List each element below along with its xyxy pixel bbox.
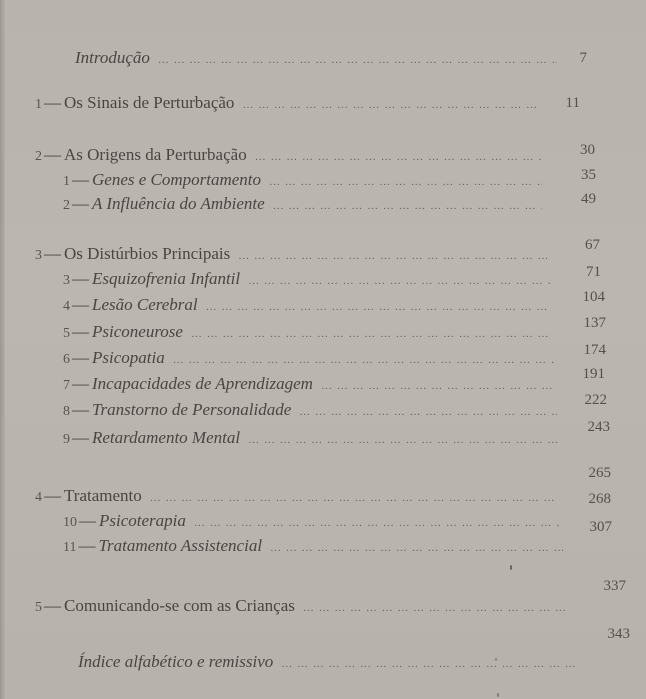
dot-leader: [150, 488, 557, 508]
entry-title: Índice alfabético e remissivo: [78, 652, 274, 671]
entry-number: 4: [35, 490, 42, 505]
entry-dash: —: [72, 348, 89, 367]
entry-dash: —: [44, 596, 61, 615]
page-number: 174: [583, 342, 606, 358]
toc-entry-chapter-1: [63, 170, 550, 192]
entry-title: Os Distúrbios Principais: [64, 244, 231, 263]
dot-leader: [303, 598, 572, 618]
dot-leader: [238, 246, 547, 266]
page-number: 71: [586, 264, 601, 280]
dot-leader: [248, 271, 550, 291]
entry-title: Psicopatia: [92, 348, 165, 367]
paper-speck: [497, 693, 499, 697]
page-number: 67: [585, 237, 600, 253]
entry-dash: —: [44, 93, 61, 112]
page-number: 49: [581, 191, 596, 207]
entry-dash: —: [72, 295, 89, 314]
entry-number: 5: [63, 326, 70, 341]
entry-title: Transtorno de Personalidade: [92, 400, 292, 419]
dot-leader: [191, 324, 553, 344]
page-number: 104: [582, 289, 605, 305]
dot-leader: [173, 350, 555, 370]
entry-title: Genes e Comportamento: [92, 170, 262, 189]
entry-dash: —: [72, 322, 89, 341]
toc-entry-part-1: [35, 93, 545, 115]
toc-entry-part-5: [35, 596, 580, 618]
entry-title: Psiconeurose: [92, 322, 183, 341]
page-number: 35: [581, 167, 596, 183]
entry-title: Psicoterapia: [99, 511, 186, 530]
page-number: 7: [579, 50, 587, 66]
dot-leader: [299, 402, 557, 422]
dot-leader: [158, 50, 557, 70]
page-number: 137: [583, 315, 606, 331]
entry-dash: —: [72, 428, 89, 447]
page-number: 307: [589, 519, 612, 535]
entry-dash: —: [44, 486, 61, 505]
toc-entry-chapter-2: [63, 194, 550, 216]
paper-speck: [495, 658, 497, 661]
entry-number: 2: [63, 198, 70, 213]
entry-number: 9: [63, 432, 70, 447]
entry-dash: —: [79, 511, 96, 530]
toc-entry-chapter-9: [63, 428, 566, 450]
page-number: 265: [588, 465, 611, 481]
page-number: 30: [580, 142, 595, 158]
entry-title: Comunicando-se com as Crianças: [64, 596, 295, 615]
entry-number: 1: [63, 174, 70, 189]
page-number: 268: [588, 491, 611, 507]
entry-dash: —: [72, 194, 89, 213]
page-number: 222: [584, 392, 607, 408]
dot-leader: [321, 376, 555, 396]
toc-entry-part-4: [35, 486, 565, 508]
page-number: 243: [587, 419, 610, 435]
entry-title: Incapacidades de Aprendizagem: [92, 374, 313, 393]
toc-entry-chapter-7: [63, 374, 563, 396]
toc-entry-chapter-6: [63, 348, 563, 370]
paper-speck: [510, 565, 512, 570]
entry-title: A Influência do Ambiente: [92, 194, 265, 213]
entry-dash: —: [44, 244, 61, 263]
entry-number: 7: [63, 378, 70, 393]
entry-dash: —: [72, 400, 89, 419]
toc-entry-part-3: [35, 244, 555, 266]
entry-dash: —: [44, 145, 61, 164]
entry-title: Os Sinais de Perturbação: [64, 93, 235, 112]
entry-title: As Origens da Perturbação: [64, 145, 247, 164]
page-number: 191: [582, 366, 605, 382]
entry-dash: —: [72, 170, 89, 189]
page-number: 343: [607, 626, 630, 642]
page-number: 337: [603, 578, 626, 594]
dot-leader: [206, 297, 552, 317]
entry-number: 4: [63, 299, 70, 314]
entry-number: 2: [35, 149, 42, 164]
toc-entry-chapter-5: [63, 322, 561, 344]
entry-title: Tratamento Assistencial: [98, 536, 263, 555]
entry-number: 10: [63, 515, 77, 530]
toc-entry-part-2: [35, 145, 550, 167]
dot-leader: [194, 513, 560, 533]
dot-leader: [255, 147, 542, 167]
toc-entry-chapter-3: [63, 269, 558, 291]
toc-entry-introduction: [75, 48, 565, 70]
entry-title: Introdução: [75, 48, 150, 67]
toc-entry-chapter-4: [63, 295, 560, 317]
toc-entry-index: [78, 652, 583, 674]
toc-entry-chapter-8: [63, 400, 565, 422]
entry-number: 5: [35, 600, 42, 615]
dot-leader: [270, 538, 563, 558]
entry-title: Retardamento Mental: [92, 428, 241, 447]
entry-number: 8: [63, 404, 70, 419]
dot-leader: [273, 196, 542, 216]
entry-dash: —: [72, 269, 89, 288]
entry-dash: —: [72, 374, 89, 393]
entry-number: 3: [63, 273, 70, 288]
dot-leader: [269, 172, 542, 192]
dot-leader: [248, 430, 558, 450]
entry-title: Lesão Cerebral: [92, 295, 198, 314]
entry-title: Esquizofrenia Infantil: [92, 269, 241, 288]
page-number: 11: [565, 95, 580, 111]
entry-number: 11: [63, 540, 77, 555]
entry-number: 3: [35, 248, 42, 263]
dot-leader: [281, 654, 575, 674]
dot-leader: [242, 95, 537, 115]
entry-dash: —: [78, 536, 96, 555]
entry-title: Tratamento: [64, 486, 142, 505]
entry-number: 6: [63, 352, 70, 367]
entry-number: 1: [35, 97, 42, 112]
toc-entry-chapter-11: [63, 536, 571, 558]
toc-entry-chapter-10: [63, 511, 568, 533]
